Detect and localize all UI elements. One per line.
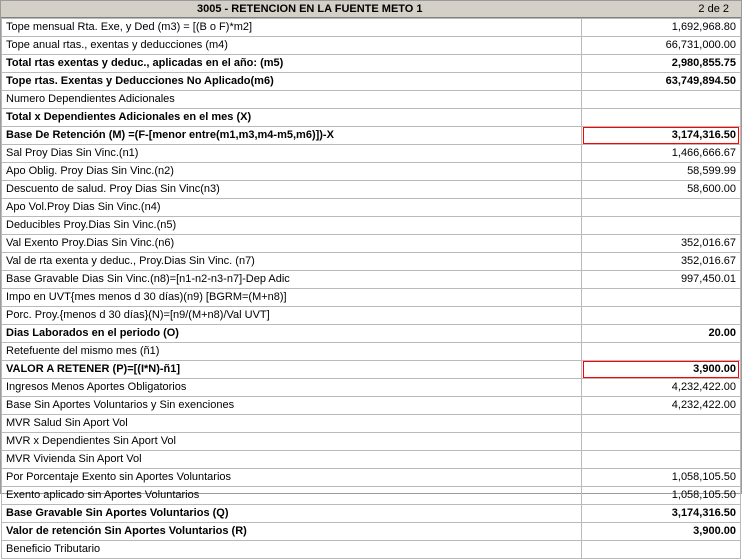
row-label: MVR x Dependientes Sin Aport Vol [2,433,582,451]
row-value [582,541,741,559]
row-value [582,271,741,289]
row-label: Total x Dependientes Adicionales en el mes (X) [2,109,582,127]
table-row[interactable] [2,307,741,325]
row-value-text: 1,058,105.50 [671,471,736,483]
row-label: Beneficio Tributario [2,541,582,559]
table-row[interactable] [2,397,741,415]
row-label: Tope mensual Rta. Exe, y Ded (m3) = [(B o F)*m2] [2,19,582,37]
table-row[interactable] [2,469,741,487]
table-row[interactable] [2,91,741,109]
row-value [582,217,741,235]
table-row[interactable] [2,289,741,307]
row-value-text: 3,900.00 [693,363,736,375]
row-value [582,181,741,199]
row-value-text: 58,599.99 [687,165,736,177]
table-row[interactable] [2,451,741,469]
row-label: Base De Retención (M) =(F-[menor entre(m1,m3,m4-m5,m6)])-X [2,127,582,145]
table-row[interactable] [2,253,741,271]
row-value [582,343,741,361]
row-label: MVR Salud Sin Aport Vol [2,415,582,433]
row-label: Por Porcentaje Exento sin Aportes Voluntarios [2,469,582,487]
row-value [582,469,741,487]
table-row[interactable] [2,19,741,37]
row-value [582,433,741,451]
row-value [582,307,741,325]
row-label: MVR Vivienda Sin Aport Vol [2,451,582,469]
row-value-text: 352,016.67 [680,237,736,249]
row-value-text: 352,016.67 [680,255,736,267]
row-label: Sal Proy Dias Sin Vinc.(n1) [2,145,582,163]
table-row[interactable] [2,181,741,199]
table-row[interactable] [2,415,741,433]
row-label: Descuento de salud. Proy Dias Sin Vinc(n3) [2,181,582,199]
row-value [582,451,741,469]
row-label: Exento aplicado sin Aportes Voluntarios [2,487,582,505]
row-value-text: 997,450.01 [680,273,736,285]
row-label: Base Gravable Sin Aportes Voluntarios (Q) [2,505,582,523]
row-value [582,91,741,109]
page-indicator: 2 de 2 [698,3,729,15]
row-label: Deducibles Proy.Dias Sin Vinc.(n5) [2,217,582,235]
table-row[interactable] [2,433,741,451]
row-value-text: 1,692,968.80 [671,21,736,33]
row-label: Val Exento Proy.Dias Sin Vinc.(n6) [2,235,582,253]
row-value-text: 3,174,316.50 [671,507,736,519]
table-row[interactable] [2,379,741,397]
row-label: Apo Vol.Proy Dias Sin Vinc.(n4) [2,199,582,217]
row-label: Impo en UVT{mes menos d 30 días)(n9) [BGRM=(M+n8)] [2,289,582,307]
row-value [582,55,741,73]
row-label: Base Gravable Dias Sin Vinc.(n8)=[n1-n2-n3-n7]-Dep Adic [2,271,582,289]
row-value-text: 20.00 [708,327,736,339]
row-label: Retefuente del mismo mes (ñ1) [2,343,582,361]
row-value-text: 58,600.00 [687,183,736,195]
table-row[interactable] [2,127,741,145]
row-value [582,397,741,415]
table-row[interactable] [2,37,741,55]
row-value [582,325,741,343]
row-value-text: 3,174,316.50 [671,129,736,141]
row-value [582,523,741,541]
row-label: Numero Dependientes Adicionales [2,91,582,109]
row-value [582,487,741,505]
row-value [582,289,741,307]
row-value [582,19,741,37]
row-value-text: 3,900.00 [693,525,736,537]
row-value [582,163,741,181]
row-value [582,145,741,163]
table-row[interactable] [2,271,741,289]
window-title: 3005 - RETENCION EN LA FUENTE METO 1 [197,3,423,15]
row-value [582,253,741,271]
table-body [2,19,741,559]
row-value [582,379,741,397]
row-value [582,199,741,217]
row-label: Apo Oblig. Proy Dias Sin Vinc.(n2) [2,163,582,181]
table-row[interactable] [2,217,741,235]
row-label: Valor de retención Sin Aportes Voluntarios (R) [2,523,582,541]
row-label: VALOR A RETENER (P)=[(I*N)-ñ1] [2,361,582,379]
table-row[interactable] [2,505,741,523]
row-label: Porc. Proy.{menos d 30 días}(N)=[n9/(M+n8)/Val UVT] [2,307,582,325]
row-value [582,37,741,55]
row-value-highlighted [582,127,741,145]
retention-table [1,18,741,559]
table-row[interactable] [2,541,741,559]
table-row[interactable] [2,235,741,253]
row-label: Val de rta exenta y deduc., Proy.Dias Sin Vinc. (n7) [2,253,582,271]
row-value-text: 63,749,894.50 [665,75,736,87]
row-label: Base Sin Aportes Voluntarios y Sin exenciones [2,397,582,415]
table-row[interactable] [2,109,741,127]
row-label: Tope anual rtas., exentas y deducciones (m4) [2,37,582,55]
row-value-highlighted [582,361,741,379]
row-value-text: 4,232,422.00 [671,399,736,411]
row-value-text: 4,232,422.00 [671,381,736,393]
table-row[interactable] [2,199,741,217]
row-value-text: 1,058,105.50 [671,489,736,501]
row-value [582,505,741,523]
row-label: Dias Laborados en el periodo (O) [2,325,582,343]
table-row[interactable] [2,55,741,73]
row-value [582,73,741,91]
table-row[interactable] [2,523,741,541]
table-row[interactable] [2,361,741,379]
table-row[interactable] [2,163,741,181]
table-row[interactable] [2,73,741,91]
row-value [582,235,741,253]
table-row[interactable] [2,145,741,163]
row-label: Total rtas exentas y deduc., aplicadas en el año: (m5) [2,55,582,73]
table-row[interactable] [2,343,741,361]
row-value [582,415,741,433]
row-value-text: 2,980,855.75 [671,57,736,69]
table-row[interactable] [2,487,741,505]
row-label: Tope rtas. Exentas y Deducciones No Aplicado(m6) [2,73,582,91]
row-label: Ingresos Menos Aportes Obligatorios [2,379,582,397]
row-value-text: 66,731,000.00 [665,39,736,51]
row-value-text: 1,466,666.67 [671,147,736,159]
row-value [582,109,741,127]
window-titlebar [1,1,741,18]
table-row[interactable] [2,325,741,343]
